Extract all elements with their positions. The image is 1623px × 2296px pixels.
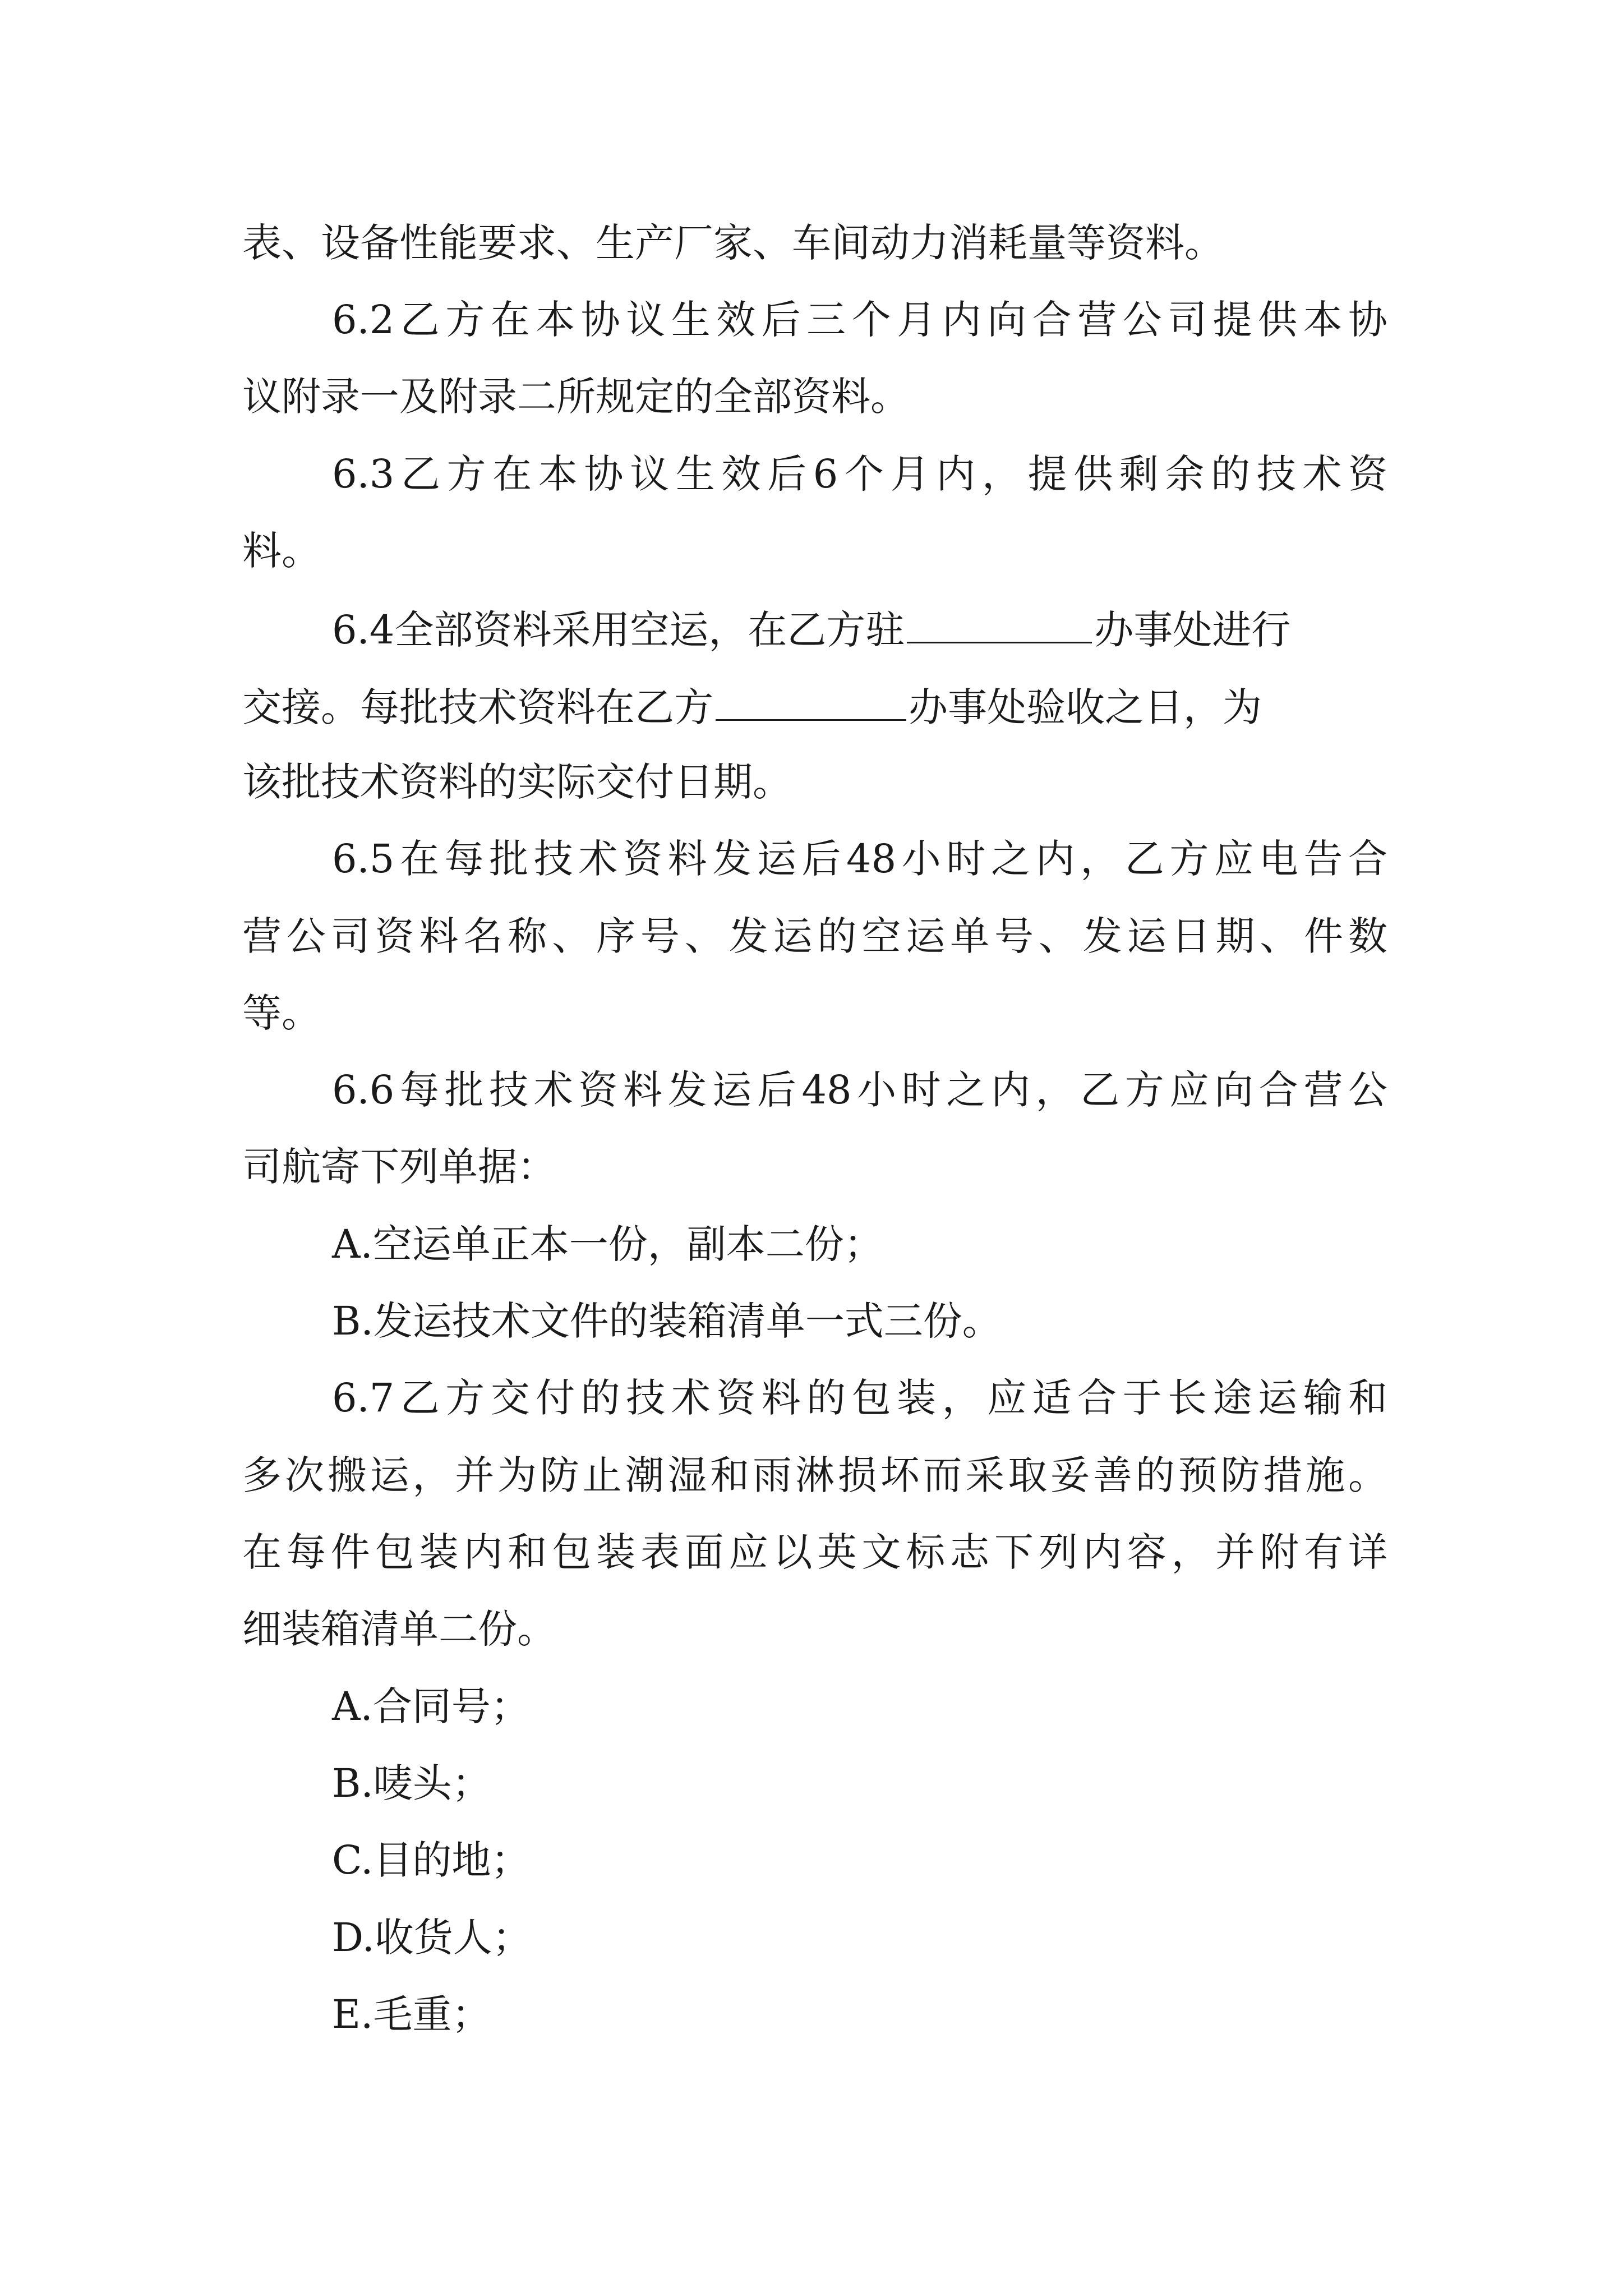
- text-line: 6.6每批技术资料发运后48小时之内，乙方应向合营公: [332, 1067, 1387, 1113]
- list-item: D.收货人；: [332, 1915, 532, 1961]
- text-line: 料。: [242, 528, 321, 574]
- text-line: 多次搬运，并为防止潮湿和雨淋损坏而采取妥善的预防措施。: [242, 1452, 1387, 1498]
- text-line: 在每件包装内和包装表面应以英文标志下列内容，并附有详: [242, 1529, 1387, 1575]
- text-line: A.空运单正本一份，副本二份；: [332, 1221, 883, 1267]
- text-line: 细装箱清单二份。: [242, 1606, 556, 1652]
- text-line: 表、设备性能要求、生产厂家、车间动力消耗量等资料。: [242, 220, 1224, 266]
- text-line-with-blank: [332, 608, 1387, 653]
- list-item: E.毛重；: [332, 1991, 491, 2037]
- text-line: 营公司资料名称、序号、发运的空运单号、发运日期、件数: [242, 913, 1387, 959]
- text-line: 该批技术资料的实际交付日期。: [242, 759, 792, 805]
- text-segment: 办事处验收之日，为: [909, 684, 1262, 730]
- text-segment: 6.4全部资料采用空运，在乙方驻: [332, 607, 905, 653]
- list-item: C.目的地；: [332, 1837, 531, 1883]
- text-line: 等。: [242, 990, 321, 1036]
- text-segment: 办事处进行: [1094, 607, 1291, 653]
- list-item: A.合同号；: [332, 1683, 530, 1729]
- text-line: 6.5在每批技术资料发运后48小时之内，乙方应电告合: [332, 836, 1387, 882]
- text-line: 议附录一及附录二所规定的全部资料。: [242, 374, 910, 420]
- text-line: 6.7乙方交付的技术资料的包装，应适合于长途运输和: [332, 1375, 1387, 1421]
- list-item: B.唛头；: [332, 1760, 491, 1806]
- fill-in-blank[interactable]: [716, 685, 906, 721]
- text-line: 6.3乙方在本协议生效后6个月内，提供剩余的技术资: [332, 451, 1387, 497]
- text-segment: 交接。每批技术资料在乙方: [242, 684, 713, 730]
- fill-in-blank[interactable]: [907, 608, 1092, 643]
- text-line: 司航寄下列单据：: [242, 1144, 556, 1190]
- text-line: 6.2乙方在本协议生效后三个月内向合营公司提供本协: [332, 297, 1387, 343]
- text-line: B.发运技术文件的装箱清单一式三份。: [332, 1298, 1002, 1344]
- text-line-with-blank: [242, 685, 1387, 730]
